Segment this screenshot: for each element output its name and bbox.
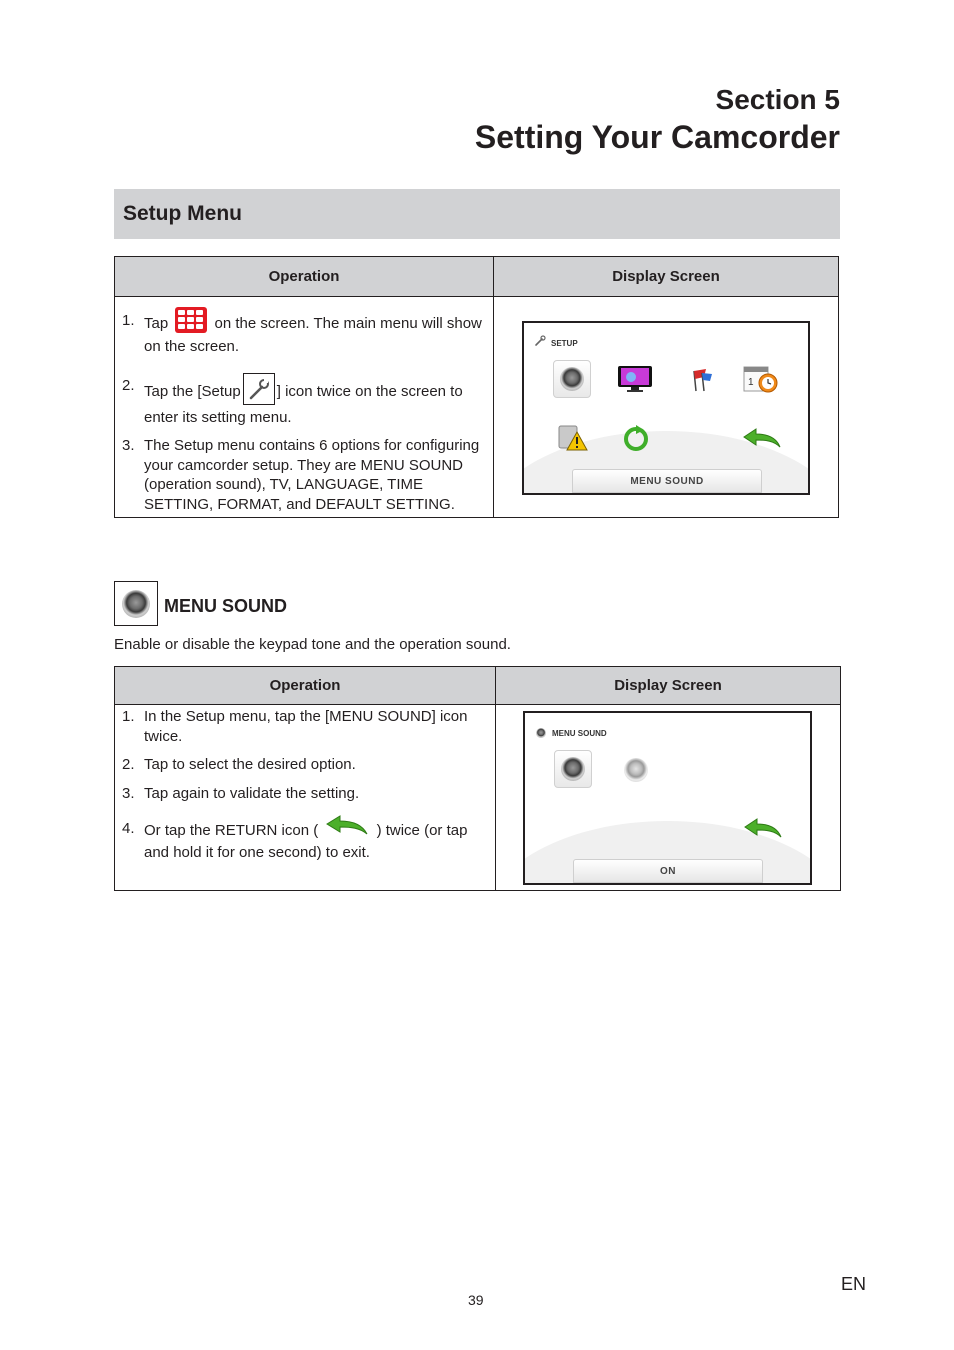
- page-title: Setting Your Camcorder: [474, 119, 840, 155]
- menu-sound-heading: MENU SOUND: [164, 596, 288, 616]
- step-3: 3. Tap again to validate the setting.: [122, 784, 360, 802]
- return-arrow-icon: [325, 814, 369, 838]
- tv-icon: [617, 365, 653, 393]
- calendar-clock-icon: [742, 363, 780, 395]
- svg-text:1: 1: [748, 377, 754, 388]
- return-arrow-icon: [742, 427, 782, 451]
- flags-icon: [684, 365, 714, 393]
- operation-cell: [115, 297, 494, 518]
- step-4: 4. Or tap the RETURN icon ( ) twice (or tap and hold it for one second) to exit.: [115, 819, 489, 863]
- step-2: 2. Tap the [Setup ] icon twice on the screen to enter its setting menu.: [115, 376, 487, 428]
- speaker-on-icon: [561, 757, 585, 781]
- selected-option-label: ON: [573, 859, 763, 883]
- display-screen-cell: [496, 705, 841, 891]
- step-1: 1. In the Setup menu, tap the [MENU SOUND] icon twice.: [122, 708, 468, 745]
- step-2: 2. Tap to select the desired option.: [122, 756, 356, 773]
- operation-cell: [115, 705, 496, 891]
- step-1: 1. Tap on the screen. The main menu will show on the screen.: [115, 311, 487, 357]
- reset-arrow-icon: [621, 423, 651, 453]
- wrench-icon: [534, 335, 546, 347]
- screen-header: SETUP: [551, 339, 578, 348]
- selected-option-label: MENU SOUND: [572, 469, 762, 493]
- speaker-off-icon: [624, 758, 648, 782]
- return-arrow-icon: [743, 817, 783, 841]
- operation-column-header: Operation: [115, 257, 494, 297]
- menu-sound-icon-box: [114, 581, 158, 626]
- speaker-icon: [536, 728, 546, 738]
- wrench-icon: [243, 373, 275, 405]
- language-tag: EN: [841, 1274, 867, 1294]
- operation-column-header: Operation: [115, 667, 496, 705]
- grid-menu-icon: [175, 307, 207, 333]
- display-screen-cell: [494, 297, 839, 518]
- setup-menu-heading: Setup Menu: [123, 202, 242, 225]
- speaker-icon: [560, 367, 584, 391]
- step-3: 3. The Setup menu contains 6 options for configuring your camcorder setup. They are MENU SOUND (operation sound), TV, LANGUAGE, TIME SETTING, FORMAT, and DEFAULT SETTING.: [122, 437, 480, 513]
- menu-sound-operation-table: [114, 666, 841, 891]
- format-warning-icon: [557, 424, 589, 452]
- setup-screen-image: [522, 321, 810, 495]
- setup-operation-table: [114, 256, 839, 518]
- menu-sound-description: Enable or disable the keypad tone and the operation sound.: [114, 636, 511, 653]
- menu-sound-screen-image: [523, 711, 812, 885]
- display-screen-column-header: Display Screen: [494, 257, 839, 297]
- screen-header: MENU SOUND: [552, 729, 607, 738]
- display-screen-column-header: Display Screen: [496, 667, 841, 705]
- section-number: Section 5: [715, 84, 840, 115]
- speaker-icon: [122, 590, 150, 618]
- page-number: 39: [468, 1292, 484, 1308]
